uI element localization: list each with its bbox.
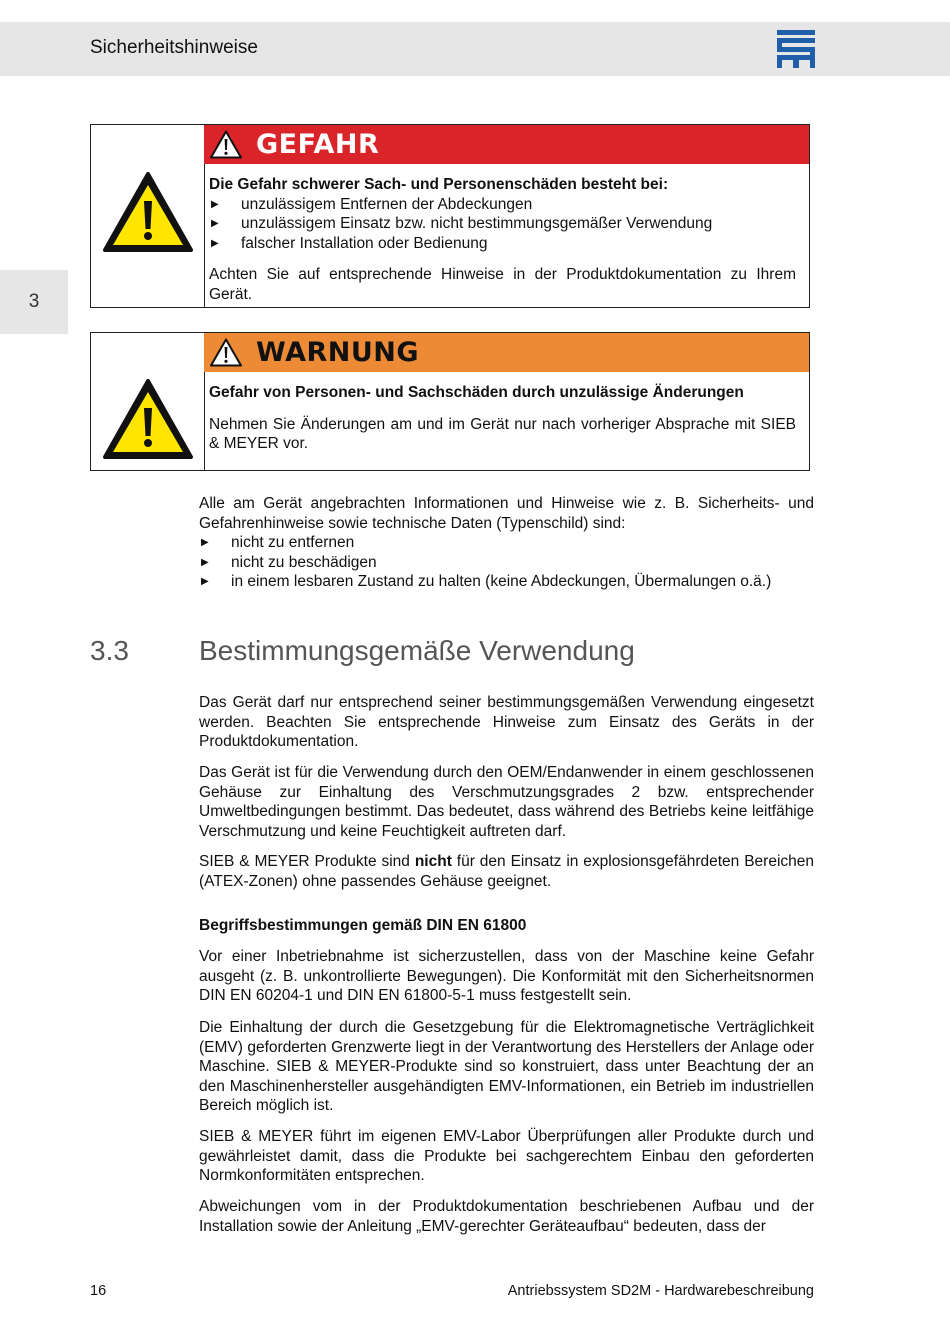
page-header — [0, 22, 950, 76]
section-number: 3.3 — [90, 635, 129, 666]
paragraph: SIEB & MEYER Produkte sind nicht für den Einsatz in explosionsgefährdeten Bereichen (ATEX-Zonen) ohne passendes Gehäuse geeignet. — [199, 853, 814, 890]
subheading: Begriffsbestimmungen gemäß DIN EN 61800 — [199, 917, 527, 934]
paragraph: Die Einhaltung der durch die Gesetzgebung für die Elektromagnetische Verträglichkeit (EMV) geforderten Grenzwerte liegt in der Verantwortung des Herstellers der Anlage oder Maschine. SIEB & MEYER-Produkte sind so konstruiert, dass unter Beachtung der an den Maschinenhersteller ausgehändigten EMV-Informationen, ein Betrieb im industriellen Bereich möglich ist. — [199, 1019, 814, 1114]
warning-triangle-icon — [102, 171, 194, 253]
paragraph: Vor einer Inbetriebnahme ist sicherzustellen, dass von der Maschine keine Gefahr ausgeht (z. B. unkontrollierte Bewegungen). Die Konformität mit den Sicherheitsnormen DIN EN 60204-1 und DIN EN 61800-5-1 muss festgestellt sein. — [199, 948, 814, 1004]
warning-title: Gefahr von Personen- und Sachschäden durch unzulässige Änderungen — [209, 384, 744, 401]
warning-icon-cell — [91, 333, 205, 470]
warning-signal-bar — [204, 333, 809, 372]
danger-box — [90, 124, 810, 308]
warning-signal-word: WARNUNG — [256, 337, 420, 368]
page-number: 16 — [90, 1283, 107, 1299]
list-item: ▶ in einem lesbaren Zustand zu halten (keine Abdeckungen, Übermalungen o.ä.) — [201, 573, 772, 590]
info-list — [199, 533, 814, 592]
sieb-meyer-logo-icon — [777, 30, 815, 68]
header-title: Sicherheitshinweise — [90, 37, 258, 58]
info-intro: Alle am Gerät angebrachten Informationen und Hinweise wie z. B. Sicherheits- und Gefahrenhinweise sowie technische Daten (Typenschild) sind: — [199, 495, 814, 532]
danger-signal-word: GEFAHR — [256, 129, 380, 160]
section-title: Bestimmungsgemäße Verwendung — [199, 635, 635, 666]
warning-sign-small-icon — [210, 130, 242, 159]
danger-body: Achten Sie auf entsprechende Hinweise in der Produktdokumentation zu Ihrem Gerät. — [209, 266, 796, 303]
list-item: ▶ unzulässigem Entfernen der Abdeckungen — [211, 195, 533, 213]
list-item: ▶ nicht zu entfernen — [201, 534, 355, 551]
warning-triangle-icon — [102, 378, 194, 460]
paragraph: SIEB & MEYER führt im eigenen EMV-Labor Überprüfungen aller Produkte durch und gewährleistet damit, dass die Produkte bei sachgerechtem Einbau den geforderten Normkonformitäten entsprechen. — [199, 1128, 814, 1184]
danger-icon-cell — [91, 125, 205, 307]
danger-title: Die Gefahr schwerer Sach- und Personenschäden besteht bei: — [209, 176, 669, 193]
list-item: ▶ unzulässigem Einsatz bzw. nicht bestimmungsgemäßer Verwendung — [211, 215, 713, 232]
paragraph: Das Gerät ist für die Verwendung durch den OEM/Endanwender in einem geschlossenen Gehäuse zur Einhaltung des Verschmutzungsgrades 2 bzw. entsprechender Umweltbedingungen bestimmt. Das bedeutet, dass während des Betriebs keine leitfähige Verschmutzung und keine Feuchtigkeit auftreten darf. — [199, 764, 814, 840]
warning-sign-small-icon — [210, 338, 242, 367]
warning-box — [90, 332, 810, 471]
paragraph: Das Gerät darf nur entsprechend seiner bestimmungsgemäßen Verwendung eingesetzt werden. Beachten Sie entsprechende Hinweise zum Einsatz des Geräts in der Produktdokumentation. — [199, 694, 814, 750]
warning-body: Nehmen Sie Änderungen am und im Gerät nur nach vorheriger Absprache mit SIEB & MEYER vor. — [209, 415, 796, 452]
danger-list — [209, 195, 796, 254]
danger-signal-bar — [204, 125, 809, 164]
document-title: Antriebssystem SD2M - Hardwarebeschreibung — [507, 1283, 814, 1299]
paragraph: Abweichungen vom in der Produktdokumentation beschriebenen Aufbau und der Installation sowie der Anleitung „EMV-gerechter Geräteaufbau“ bedeuten, dass der — [199, 1198, 814, 1235]
info-block — [199, 494, 814, 592]
chapter-tab: 3 — [0, 270, 68, 334]
list-item: ▶ falscher Installation oder Bedienung — [211, 234, 488, 252]
list-item: ▶ nicht zu beschädigen — [201, 553, 377, 571]
